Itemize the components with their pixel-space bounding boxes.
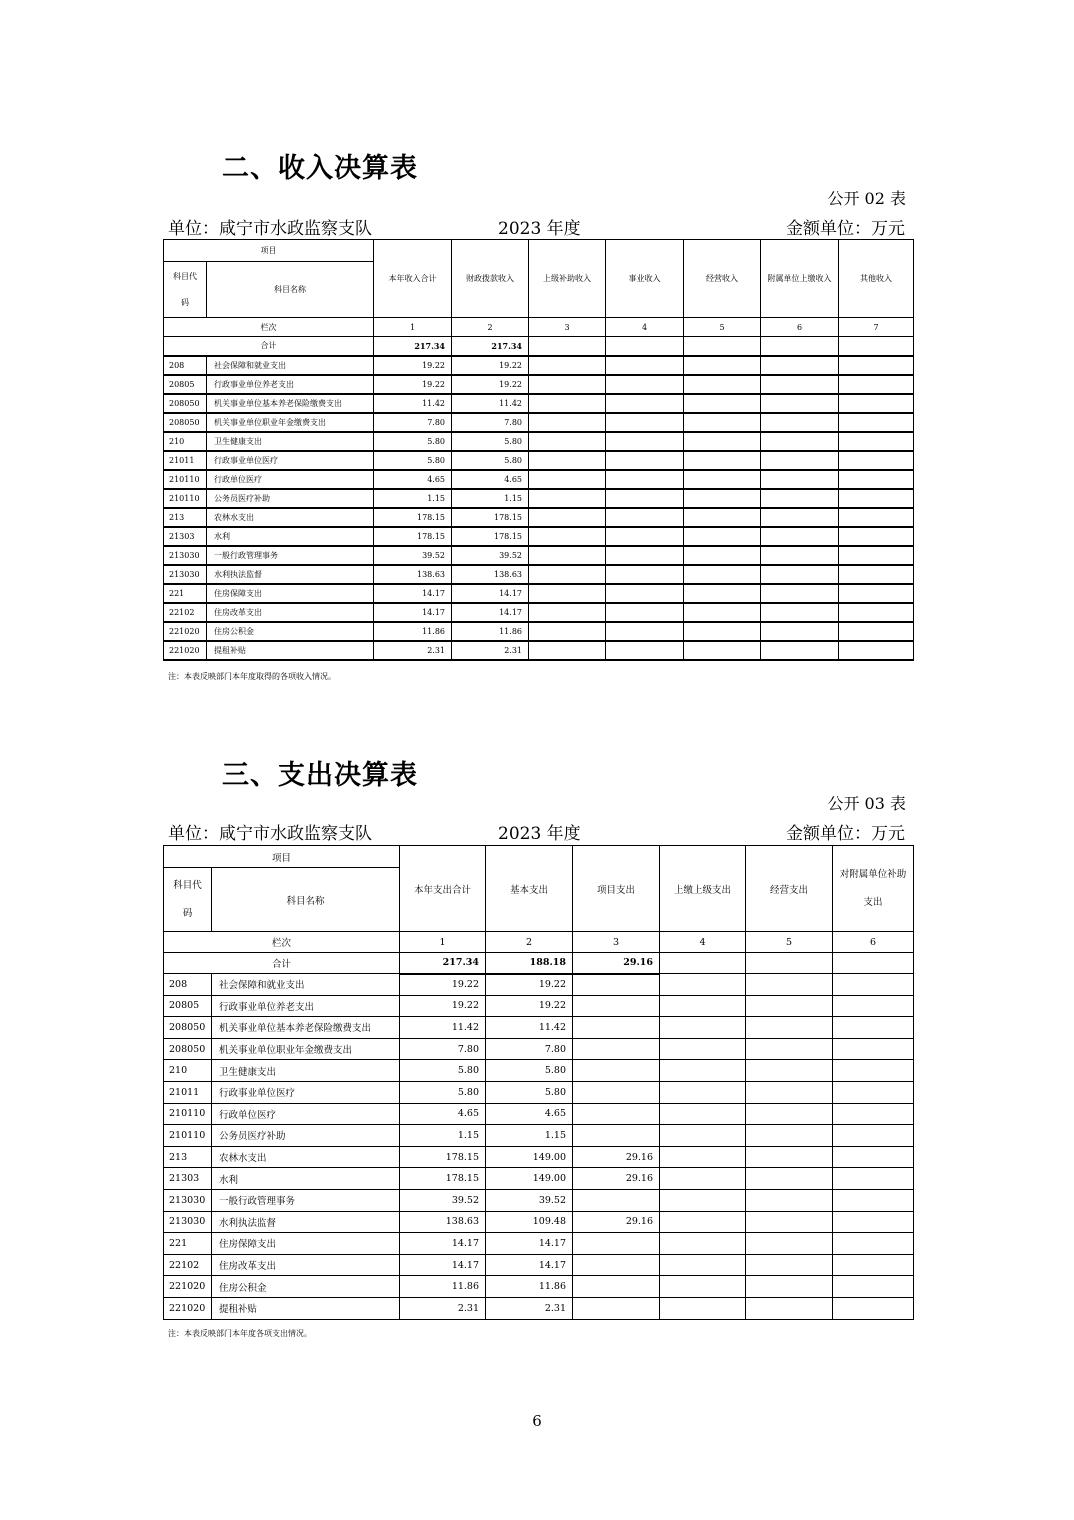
expense-row-value [573,1297,660,1319]
income-row-code: 21011 [164,451,207,470]
expense-row-value: 11.86 [486,1276,573,1298]
expense-total-label: 合计 [164,953,400,974]
expense-row-value [573,1103,660,1125]
expense-row-value: 178.15 [400,1168,486,1190]
expense-row-value: 19.22 [400,995,486,1017]
expense-row-value: 178.15 [400,1146,486,1168]
income-row-value: 11.42 [374,394,452,413]
expense-header-name: 科目名称 [212,868,400,932]
income-row-name: 行政事业单位养老支出 [207,375,374,394]
expense-row-value [746,1125,833,1147]
expense-row-value [833,1189,914,1211]
expense-total-value [660,953,746,974]
expense-row-name: 卫生健康支出 [212,1060,400,1082]
expense-row-value: 5.80 [400,1060,486,1082]
expense-row-code: 210110 [164,1125,212,1147]
expense-row-value: 7.80 [400,1038,486,1060]
income-row-value: 14.17 [452,603,529,622]
income-row-name: 行政事业单位医疗 [207,451,374,470]
income-row-code: 20805 [164,375,207,394]
expense-row-value [833,1060,914,1082]
expense-total-row [164,953,914,974]
income-row-name: 水利 [207,527,374,546]
expense-row-value [660,1017,746,1039]
expense-row-value [660,1276,746,1298]
income-row-name: 公务员医疗补助 [207,489,374,508]
expense-row-code: 21011 [164,1081,212,1103]
expense-col-row-label: 栏次 [164,932,400,953]
expense-table-row [164,1254,914,1276]
income-col-num: 6 [761,318,839,337]
expense-col-num: 1 [400,932,486,953]
income-row-code: 221 [164,584,207,603]
expense-amount-unit: 金额单位：万元 [786,824,905,844]
expense-row-value: 19.22 [486,995,573,1017]
expense-row-value: 5.80 [486,1060,573,1082]
page-number: 6 [532,1412,542,1430]
income-row-value: 178.15 [374,527,452,546]
expense-row-value [746,1297,833,1319]
expense-row-value [573,1254,660,1276]
expense-row-code: 213030 [164,1189,212,1211]
expense-row-value [833,1146,914,1168]
income-row-value: 11.86 [374,622,452,641]
income-total-value: 217.34 [374,337,452,356]
income-row-name: 社会保障和就业支出 [207,356,374,375]
income-row-name: 住房改革支出 [207,603,374,622]
income-row-value: 5.80 [452,432,529,451]
expense-row-value [746,1146,833,1168]
expense-row-value [833,1276,914,1298]
expense-header-code [164,868,212,932]
income-col-num: 2 [452,318,529,337]
expense-row-value [573,1276,660,1298]
expense-row-value [746,1060,833,1082]
expense-col-num: 3 [573,932,660,953]
expense-row-value: 14.17 [486,1233,573,1255]
expense-row-value [573,1125,660,1147]
expense-row-value [573,1081,660,1103]
income-col-row-label: 栏次 [164,318,374,337]
income-header-col: 其他收入 [839,240,914,318]
expense-row-value: 39.52 [400,1189,486,1211]
expense-row-value [746,1276,833,1298]
expense-table-row [164,1038,914,1060]
expense-table-row [164,1168,914,1190]
expense-row-code: 208050 [164,1017,212,1039]
income-row-value: 19.22 [374,375,452,394]
expense-header-col-label: 对附属单位补助支出 [839,868,907,908]
expense-table-row [164,1081,914,1103]
expense-row-name: 住房公积金 [212,1276,400,1298]
expense-row-name: 社会保障和就业支出 [212,974,400,996]
expense-total-value: 217.34 [400,953,486,974]
expense-row-value [660,1146,746,1168]
income-col-num: 4 [606,318,684,337]
income-row-value: 5.80 [374,432,452,451]
expense-table-row [164,1189,914,1211]
expense-row-value [746,1081,833,1103]
income-row-name: 住房保障支出 [207,584,374,603]
expense-header-col: 基本支出 [486,846,573,932]
expense-row-code: 21303 [164,1168,212,1190]
expense-row-value [833,1233,914,1255]
expense-total-value [746,953,833,974]
expense-row-value: 109.48 [486,1211,573,1233]
expense-row-value: 11.42 [400,1017,486,1039]
income-header-col: 财政拨款收入 [452,240,529,318]
expense-table-row [164,1103,914,1125]
expense-row-value: 149.00 [486,1168,573,1190]
income-row-value: 138.63 [374,565,452,584]
expense-row-value [660,1297,746,1319]
expense-row-value: 11.86 [400,1276,486,1298]
income-row-value: 5.80 [374,451,452,470]
income-row-value: 178.15 [374,508,452,527]
expense-header-col: 本年支出合计 [400,846,486,932]
expense-row-value [833,995,914,1017]
income-row-code: 208050 [164,394,207,413]
income-row-value: 14.17 [374,603,452,622]
expense-rows [164,974,914,1320]
expense-row-value: 11.42 [486,1017,573,1039]
expense-row-value: 39.52 [486,1189,573,1211]
expense-row-value: 2.31 [486,1297,573,1319]
expense-row-value [833,1297,914,1319]
expense-col-num: 2 [486,932,573,953]
expense-row-value [660,1168,746,1190]
expense-row-value [660,1254,746,1276]
expense-row-value: 14.17 [400,1233,486,1255]
expense-row-name: 行政事业单位医疗 [212,1081,400,1103]
expense-row-value [833,974,914,996]
income-form-number: 公开 02 表 [827,189,906,208]
expense-row-value [833,1125,914,1147]
expense-row-value [833,1103,914,1125]
expense-row-code: 210 [164,1060,212,1082]
income-row-name: 提租补贴 [207,641,374,660]
income-note: 注：本表反映部门本年度取得的各项收入情况。 [168,672,336,681]
expense-row-value [573,1060,660,1082]
expense-row-value [833,1168,914,1190]
expense-row-code: 221020 [164,1297,212,1319]
expense-row-value [746,1254,833,1276]
income-row-value: 4.65 [452,470,529,489]
expense-note: 注：本表反映部门本年度各项支出情况。 [168,1329,312,1338]
income-title: 二、收入决算表 [222,153,418,184]
expense-row-value: 138.63 [400,1211,486,1233]
expense-row-name: 农林水支出 [212,1146,400,1168]
expense-row-name: 机关事业单位职业年金缴费支出 [212,1038,400,1060]
income-header-col: 本年收入合计 [374,240,452,318]
expense-row-value [746,974,833,996]
income-row-value: 138.63 [452,565,529,584]
income-row-value: 4.65 [374,470,452,489]
income-row-code: 210 [164,432,207,451]
income-row-value: 14.17 [374,584,452,603]
income-row-value: 11.86 [452,622,529,641]
income-row-value: 39.52 [374,546,452,565]
income-row-name: 机关事业单位基本养老保险缴费支出 [207,394,374,413]
expense-row-value: 5.80 [400,1081,486,1103]
income-unit: 单位：咸宁市水政监察支队 [168,219,372,239]
income-row-name: 卫生健康支出 [207,432,374,451]
expense-row-name: 行政事业单位养老支出 [212,995,400,1017]
income-col-num: 3 [529,318,606,337]
expense-title: 三、支出决算表 [222,760,418,791]
income-row-code: 213030 [164,565,207,584]
expense-row-value [833,1254,914,1276]
income-row-value: 1.15 [374,489,452,508]
income-header-name: 科目名称 [207,262,374,318]
expense-row-code: 213030 [164,1211,212,1233]
expense-table-row [164,1060,914,1082]
expense-table-row [164,1146,914,1168]
expense-row-value [573,995,660,1017]
expense-row-name: 行政单位医疗 [212,1103,400,1125]
expense-meta-row [168,819,905,844]
expense-row-value [833,1081,914,1103]
expense-header-col [833,846,914,932]
income-header-col-label: 附属单位上缴收入 [767,273,832,283]
expense-row-code: 208 [164,974,212,996]
expense-header-item: 项目 [164,846,400,868]
expense-table-row [164,974,914,996]
expense-total-value [833,953,914,974]
expense-row-value: 14.17 [400,1254,486,1276]
expense-row-code: 20805 [164,995,212,1017]
income-row-value: 2.31 [374,641,452,660]
income-col-num: 7 [839,318,914,337]
expense-row-value [746,1103,833,1125]
expense-row-value [573,974,660,996]
expense-row-code: 208050 [164,1038,212,1060]
expense-row-value [746,1017,833,1039]
expense-row-value [660,995,746,1017]
expense-row-value: 149.00 [486,1146,573,1168]
income-row-value: 14.17 [452,584,529,603]
income-row-code: 22102 [164,603,207,622]
income-row-code: 213 [164,508,207,527]
expense-row-value [746,1168,833,1190]
expense-header-col: 项目支出 [573,846,660,932]
expense-table-row [164,1211,914,1233]
expense-row-value [660,1189,746,1211]
expense-year: 2023 年度 [498,824,581,844]
income-row-code: 210110 [164,489,207,508]
expense-row-value [833,1017,914,1039]
income-row-name: 水利执法监督 [207,565,374,584]
expense-row-name: 水利执法监督 [212,1211,400,1233]
expense-row-value [573,1038,660,1060]
income-row-value: 5.80 [452,451,529,470]
expense-row-value: 19.22 [400,974,486,996]
income-header-code-label: 科目代码 [173,271,197,307]
expense-row-value [746,1189,833,1211]
income-row-code: 208 [164,356,207,375]
expense-row-value [660,1125,746,1147]
expense-col-num: 5 [746,932,833,953]
expense-row-value: 4.65 [400,1103,486,1125]
income-row-value: 39.52 [452,546,529,565]
expense-row-value: 1.15 [486,1125,573,1147]
income-row-value: 178.15 [452,508,529,527]
expense-row-value [746,1233,833,1255]
expense-row-value [660,1233,746,1255]
expense-table-row [164,1233,914,1255]
income-row-name: 行政单位医疗 [207,470,374,489]
income-row-code: 221020 [164,641,207,660]
expense-header-col: 经营支出 [746,846,833,932]
expense-col-num: 6 [833,932,914,953]
expense-row-code: 213 [164,1146,212,1168]
expense-row-name: 住房改革支出 [212,1254,400,1276]
income-row-value: 178.15 [452,527,529,546]
expense-row-value [660,974,746,996]
expense-row-value: 7.80 [486,1038,573,1060]
income-header-col: 上级补助收入 [529,240,606,318]
expense-row-value [660,1211,746,1233]
expense-row-value: 19.22 [486,974,573,996]
expense-row-value [660,1038,746,1060]
income-year: 2023 年度 [498,219,581,239]
expense-row-code: 221020 [164,1276,212,1298]
income-row-value: 11.42 [452,394,529,413]
expense-header-code-label: 科目代码 [173,879,202,919]
income-row-value: 7.80 [452,413,529,432]
expense-row-name: 提租补贴 [212,1297,400,1319]
expense-table-row [164,1297,914,1319]
income-row-value: 7.80 [374,413,452,432]
expense-row-value: 29.16 [573,1211,660,1233]
expense-row-code: 22102 [164,1254,212,1276]
expense-row-value: 29.16 [573,1168,660,1190]
expense-row-value [660,1081,746,1103]
expense-row-name: 公务员医疗补助 [212,1125,400,1147]
expense-form-number: 公开 03 表 [827,794,906,813]
income-row-name: 农林水支出 [207,508,374,527]
expense-table-row [164,1276,914,1298]
income-row-code: 208050 [164,413,207,432]
expense-row-value [746,1211,833,1233]
expense-row-value: 14.17 [486,1254,573,1276]
income-col-num: 5 [684,318,761,337]
expense-header-col: 上缴上级支出 [660,846,746,932]
income-row-name: 一般行政管理事务 [207,546,374,565]
income-row-name: 住房公积金 [207,622,374,641]
expense-row-value [660,1103,746,1125]
expense-row-name: 机关事业单位基本养老保险缴费支出 [212,1017,400,1039]
income-row-value: 19.22 [452,356,529,375]
income-header-col: 经营收入 [684,240,761,318]
income-row-code: 213030 [164,546,207,565]
expense-row-value: 4.65 [486,1103,573,1125]
expense-total-value: 188.18 [486,953,573,974]
expense-row-value [833,1038,914,1060]
income-header-col: 事业收入 [606,240,684,318]
expense-row-value [573,1233,660,1255]
expense-row-code: 210110 [164,1103,212,1125]
income-total-value: 217.34 [452,337,529,356]
expense-unit: 单位：咸宁市水政监察支队 [168,824,372,844]
income-row-value: 2.31 [452,641,529,660]
expense-total-value: 29.16 [573,953,660,974]
income-row-value: 19.22 [374,356,452,375]
expense-row-value [746,995,833,1017]
expense-row-code: 221 [164,1233,212,1255]
income-col-num: 1 [374,318,452,337]
income-row-value: 1.15 [452,489,529,508]
expense-row-value [833,1211,914,1233]
income-row-name: 机关事业单位职业年金缴费支出 [207,413,374,432]
expense-row-name: 一般行政管理事务 [212,1189,400,1211]
income-row-code: 221020 [164,622,207,641]
expense-table [163,845,914,1320]
expense-row-value: 1.15 [400,1125,486,1147]
expense-col-num: 4 [660,932,746,953]
income-total-label: 合计 [164,337,374,356]
expense-row-value [746,1038,833,1060]
expense-row-value: 2.31 [400,1297,486,1319]
expense-row-name: 住房保障支出 [212,1233,400,1255]
expense-row-value [573,1189,660,1211]
income-row-code: 210110 [164,470,207,489]
expense-row-value: 29.16 [573,1146,660,1168]
expense-table-row [164,995,914,1017]
expense-row-value [573,1017,660,1039]
expense-row-value [660,1060,746,1082]
income-row-value: 19.22 [452,375,529,394]
income-header-item: 项目 [164,240,374,262]
income-amount-unit: 金额单位：万元 [786,219,905,239]
expense-table-row [164,1017,914,1039]
expense-row-name: 水利 [212,1168,400,1190]
expense-table-row [164,1125,914,1147]
expense-row-value: 5.80 [486,1081,573,1103]
income-row-code: 21303 [164,527,207,546]
